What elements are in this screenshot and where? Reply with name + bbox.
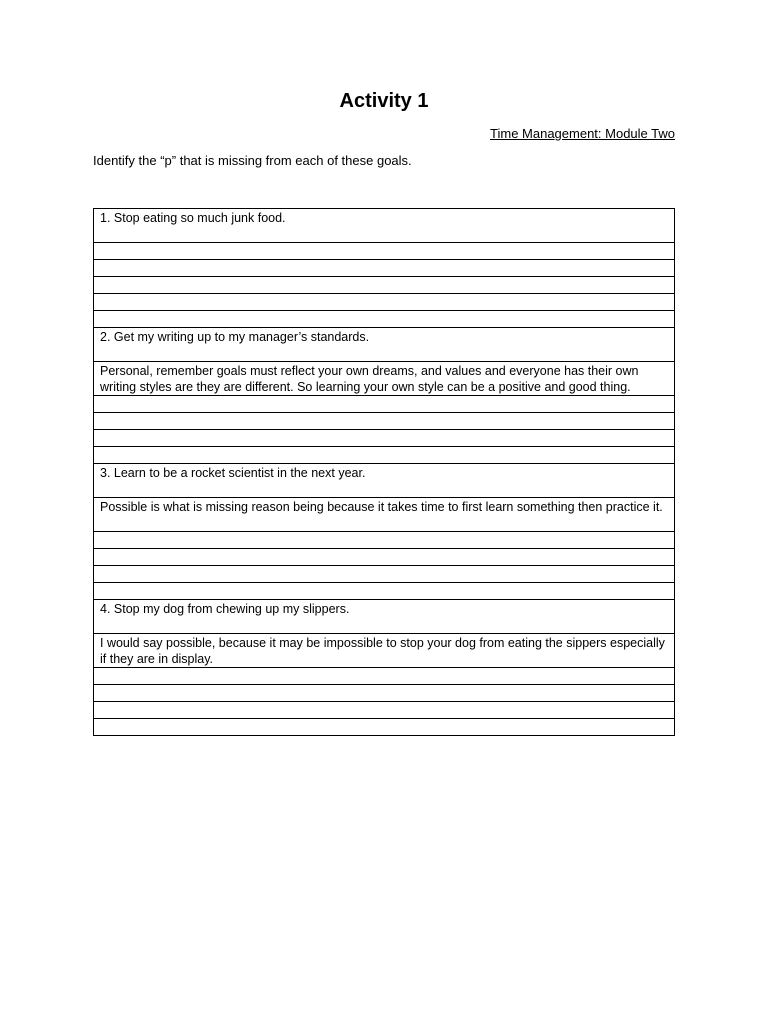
- blank-row: [94, 685, 675, 702]
- blank-row: [94, 719, 675, 736]
- answer-line[interactable]: [94, 311, 675, 328]
- answer-line[interactable]: [94, 396, 675, 413]
- answer-4-text[interactable]: I would say possible, because it may be impossible to stop your dog from eating the sippers especially if they are in display.: [94, 634, 675, 668]
- answer-line[interactable]: [94, 702, 675, 719]
- answer-line[interactable]: [94, 685, 675, 702]
- answer-line[interactable]: [94, 566, 675, 583]
- question-row: [94, 464, 675, 498]
- activity-table: [93, 208, 675, 736]
- answer-line[interactable]: [94, 430, 675, 447]
- blank-row: [94, 583, 675, 600]
- answer-line[interactable]: [94, 260, 675, 277]
- question-2-text: 2. Get my writing up to my manager’s standards.: [94, 328, 675, 362]
- answer-row: [94, 362, 675, 396]
- answer-line[interactable]: [94, 413, 675, 430]
- blank-row: [94, 702, 675, 719]
- module-subtitle: Time Management: Module Two: [490, 126, 675, 141]
- blank-row: [94, 532, 675, 549]
- blank-row: [94, 447, 675, 464]
- answer-row: [94, 634, 675, 668]
- blank-row: [94, 311, 675, 328]
- question-row: [94, 600, 675, 634]
- blank-row: [94, 430, 675, 447]
- blank-row: [94, 294, 675, 311]
- answer-line[interactable]: [94, 583, 675, 600]
- instruction-text: Identify the “p” that is missing from each of these goals.: [93, 153, 412, 168]
- blank-row: [94, 549, 675, 566]
- question-1-text: 1. Stop eating so much junk food.: [94, 209, 675, 243]
- page-title: Activity 1: [339, 90, 429, 112]
- answer-row: [94, 498, 675, 532]
- answer-line[interactable]: [94, 668, 675, 685]
- blank-row: [94, 277, 675, 294]
- blank-row: [94, 668, 675, 685]
- answer-line[interactable]: [94, 294, 675, 311]
- answer-line[interactable]: [94, 277, 675, 294]
- blank-row: [94, 413, 675, 430]
- answer-2-text[interactable]: Personal, remember goals must reflect your own dreams, and values and everyone has their own writing styles are they are different. So learning your own style can be a positive and good thing.: [94, 362, 675, 396]
- answer-3-text[interactable]: Possible is what is missing reason being because it takes time to first learn something then practice it.: [94, 498, 675, 532]
- answer-line[interactable]: [94, 532, 675, 549]
- answer-line[interactable]: [94, 549, 675, 566]
- question-row: [94, 328, 675, 362]
- question-3-text: 3. Learn to be a rocket scientist in the next year.: [94, 464, 675, 498]
- blank-row: [94, 260, 675, 277]
- answer-line[interactable]: [94, 447, 675, 464]
- question-row: [94, 209, 675, 243]
- answer-line[interactable]: [94, 243, 675, 260]
- answer-line[interactable]: [94, 719, 675, 736]
- blank-row: [94, 243, 675, 260]
- blank-row: [94, 396, 675, 413]
- blank-row: [94, 566, 675, 583]
- question-4-text: 4. Stop my dog from chewing up my slippers.: [94, 600, 675, 634]
